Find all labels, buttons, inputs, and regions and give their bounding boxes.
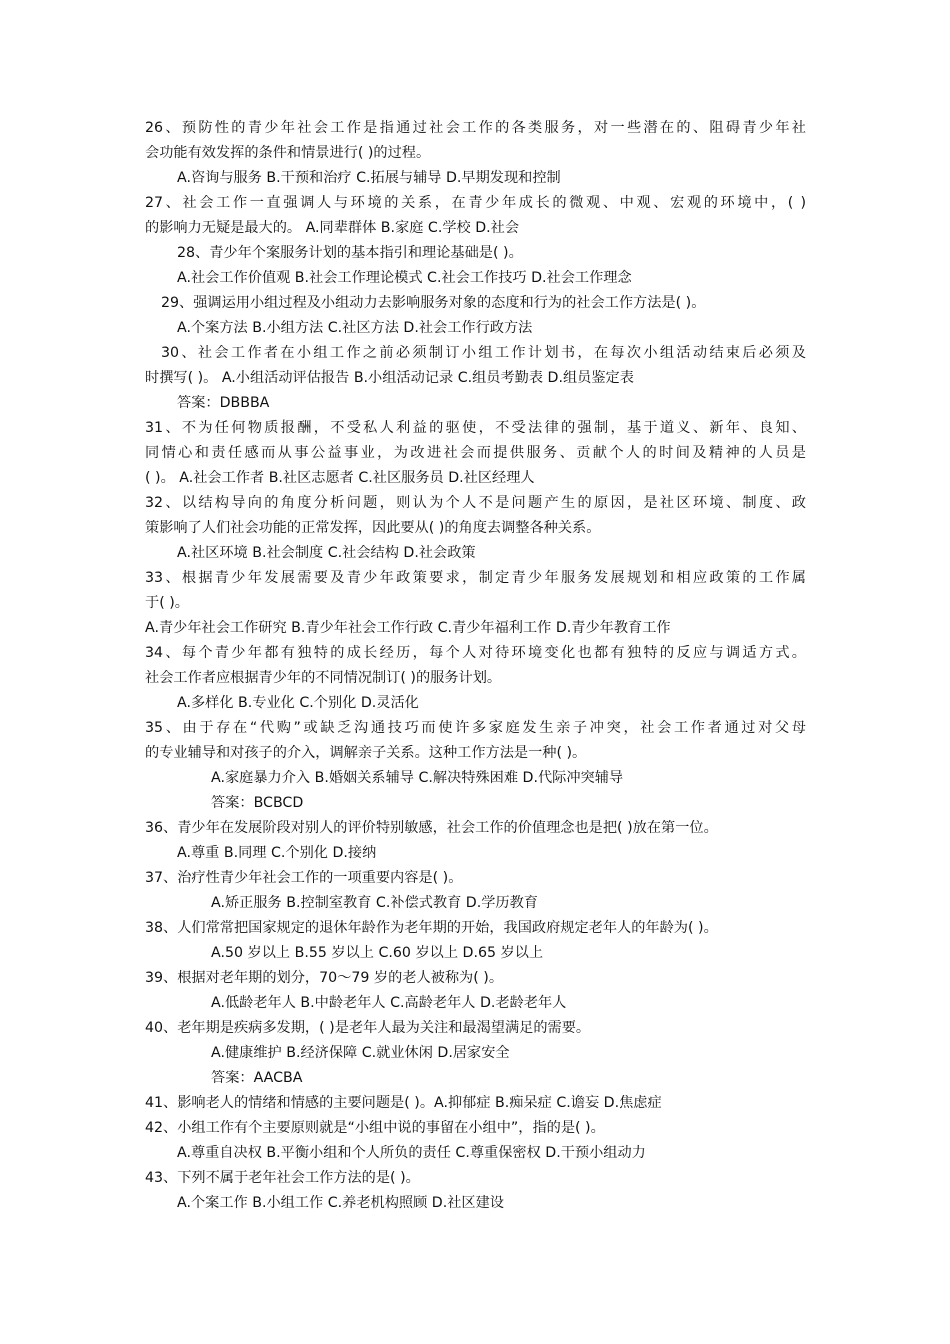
q39-question: 39、根据对老年期的划分，70～79 岁的老人被称为( )。 [145, 970, 504, 986]
q35-options: A.家庭暴力介入 B.婚姻关系辅导 C.解决特殊困难 D.代际冲突辅导 [211, 770, 624, 786]
q41-question-options: 41、影响老人的情绪和情感的主要问题是( )。A.抑郁症 B.痴呆症 C.谵妄 D.焦虑症 [145, 1095, 662, 1111]
q28-question: 28、青少年个案服务计划的基本指引和理论基础是( )。 [177, 245, 523, 261]
q36-question: 36、青少年在发展阶段对别人的评价特别敏感，社会工作的价值理念也是把( )放在第一位。 [145, 820, 718, 836]
q36-options: A.尊重 B.同理 C.个别化 D.接纳 [177, 845, 377, 861]
q29-options: A.个案方法 B.小组方法 C.社区方法 D.社会工作行政方法 [177, 320, 533, 336]
q37-options: A.矫正服务 B.控制室教育 C.补偿式教育 D.学历教育 [211, 895, 538, 911]
q43-options: A.个案工作 B.小组工作 C.养老机构照顾 D.社区建设 [177, 1195, 504, 1211]
q34-line2: 社会工作者应根据青少年的不同情况制订( )的服务计划。 [145, 670, 502, 686]
q26-options: A.咨询与服务 B.干预和治疗 C.拓展与辅导 D.早期发现和控制 [177, 170, 561, 186]
q31-line2: 同情心和责任感而从事公益事业，为改进社会而提供服务、贡献个人的时间及精神的人员是 [145, 445, 806, 461]
q26-line1: 26、预防性的青少年社会工作是指通过社会工作的各类服务，对一些潜在的、阻碍青少年社 [145, 120, 806, 136]
q32-line1: 32、以结构导向的角度分析问题，则认为个人不是问题产生的原因，是社区环境、制度、政 [145, 495, 806, 511]
q34-line1: 34、每个青少年都有独特的成长经历，每个人对待环境变化也都有独特的反应与调适方式。 [145, 645, 806, 661]
q35-line1: 35、由于存在“代购”或缺乏沟通技巧而使许多家庭发生亲子冲突，社会工作者通过对父母 [145, 720, 806, 736]
answer-31-35: 答案：BCBCD [211, 795, 304, 811]
q43-question: 43、下列不属于老年社会工作方法的是( )。 [145, 1170, 420, 1186]
q35-line2: 的专业辅导和对孩子的介入，调解亲子关系。这种工作方法是一种( )。 [145, 745, 587, 761]
q42-question: 42、小组工作有个主要原则就是“小组中说的事留在小组中”，指的是( )。 [145, 1120, 605, 1136]
q38-question: 38、人们常常把国家规定的退休年龄作为老年期的开始，我国政府规定老年人的年龄为( )。 [145, 920, 718, 936]
q28-options: A.社会工作价值观 B.社会工作理论模式 C.社会工作技巧 D.社会工作理念 [177, 270, 632, 286]
answer-36-40: 答案：AACBA [211, 1070, 303, 1086]
q40-question: 40、老年期是疾病多发期，( )是老年人最为关注和最渴望满足的需要。 [145, 1020, 591, 1036]
q31-line3-options: ( )。 A.社会工作者 B.社区志愿者 C.社区服务员 D.社区经理人 [145, 470, 535, 486]
q26-line2: 会功能有效发挥的条件和情景进行( )的过程。 [145, 145, 431, 161]
q33-line1: 33、根据青少年发展需要及青少年政策要求，制定青少年服务发展规划和相应政策的工作属 [145, 570, 806, 586]
q27-line2-options: 的影响力无疑是最大的。 A.同辈群体 B.家庭 C.学校 D.社会 [145, 220, 520, 236]
answer-26-30: 答案：DBBBA [177, 395, 270, 411]
q38-options: A.50 岁以上 B.55 岁以上 C.60 岁以上 D.65 岁以上 [211, 945, 544, 961]
q27-line1: 27、社会工作一直强调人与环境的关系，在青少年成长的微观、中观、宏观的环境中，( ) [145, 195, 806, 211]
q39-options: A.低龄老年人 B.中龄老年人 C.高龄老年人 D.老龄老年人 [211, 995, 567, 1011]
q37-question: 37、治疗性青少年社会工作的一项重要内容是( )。 [145, 870, 463, 886]
q33-options: A.青少年社会工作研究 B.青少年社会工作行政 C.青少年福利工作 D.青少年教育工作 [145, 620, 671, 636]
q32-line2: 策影响了人们社会功能的正常发挥，因此要从( )的角度去调整各种关系。 [145, 520, 601, 536]
q32-options: A.社区环境 B.社会制度 C.社会结构 D.社会政策 [177, 545, 476, 561]
q30-line1: 30、社会工作者在小组工作之前必须制订小组工作计划书，在每次小组活动结束后必须及 [161, 345, 806, 361]
q30-line2-options: 时撰写( )。 A.小组活动评估报告 B.小组活动记录 C.组员考勤表 D.组员鉴定表 [145, 370, 634, 386]
q40-options: A.健康维护 B.经济保障 C.就业休闲 D.居家安全 [211, 1045, 510, 1061]
q33-line2: 于( )。 [145, 595, 189, 611]
q34-options: A.多样化 B.专业化 C.个别化 D.灵活化 [177, 695, 419, 711]
q31-line1: 31、不为任何物质报酬，不受私人利益的驱使，不受法律的强制，基于道义、新年、良知、 [145, 420, 806, 436]
q42-options: A.尊重自决权 B.平衡小组和个人所负的责任 C.尊重保密权 D.干预小组动力 [177, 1145, 646, 1161]
q29-question: 29、强调运用小组过程及小组动力去影响服务对象的态度和行为的社会工作方法是( )。 [161, 295, 706, 311]
